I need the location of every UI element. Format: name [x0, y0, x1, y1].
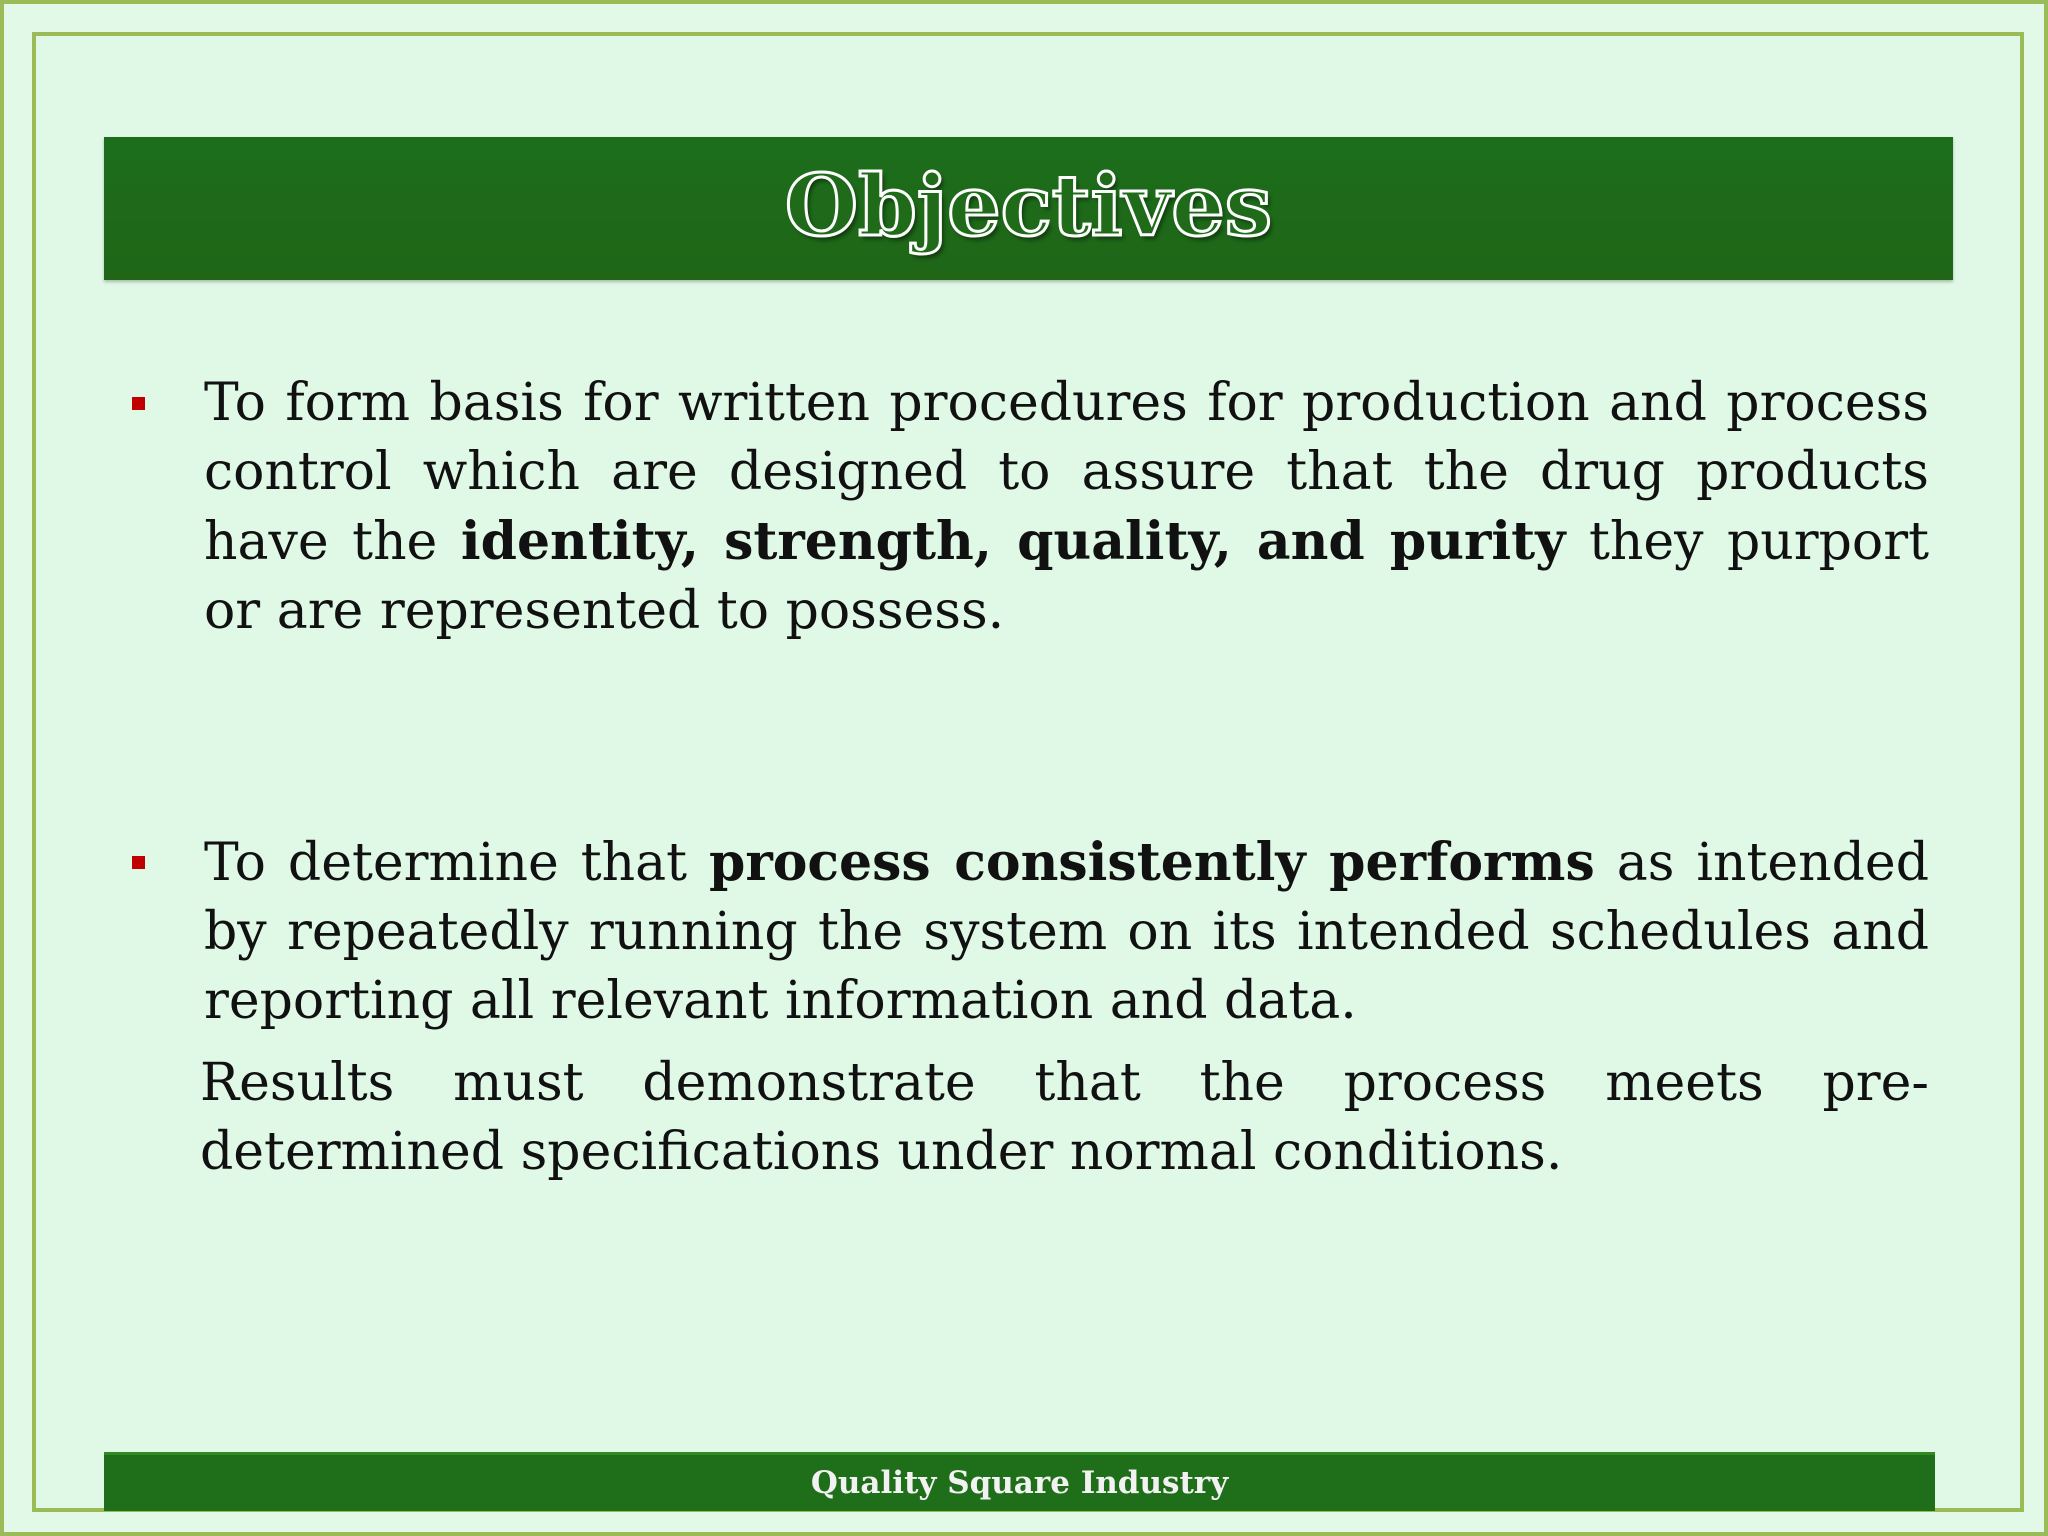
title-bar — [104, 137, 1953, 280]
footer-text: Quality Square Industry — [810, 1465, 1229, 1501]
bullet-text: they purport or are represented to possess. — [204, 512, 1929, 641]
footer-bar — [104, 1452, 1935, 1511]
continuation-paragraph: Results must demonstrate that the process meets pre-determined specifications under normal conditions. — [200, 1053, 1929, 1182]
bullet-bold-text: identity, strength, quality, and purity — [460, 511, 1566, 572]
bullet-text: To determine that — [204, 833, 709, 893]
bullet-item — [124, 828, 1929, 1036]
square-bullet-icon — [132, 856, 145, 869]
slide-title: Objectives — [784, 156, 1273, 255]
bullet-text: as intended by repeatedly running the system on its intended schedules and reporting all relevant information and data. — [204, 833, 1929, 1031]
square-bullet-icon — [132, 397, 145, 410]
bullet-text: To form basis for written procedures for production and process control which are designed to assure that the drug products have the — [204, 373, 1929, 572]
bullet-bold-text: process consistently performs — [708, 832, 1595, 893]
slide-content — [124, 369, 1929, 1187]
bullet-item — [124, 369, 1929, 646]
